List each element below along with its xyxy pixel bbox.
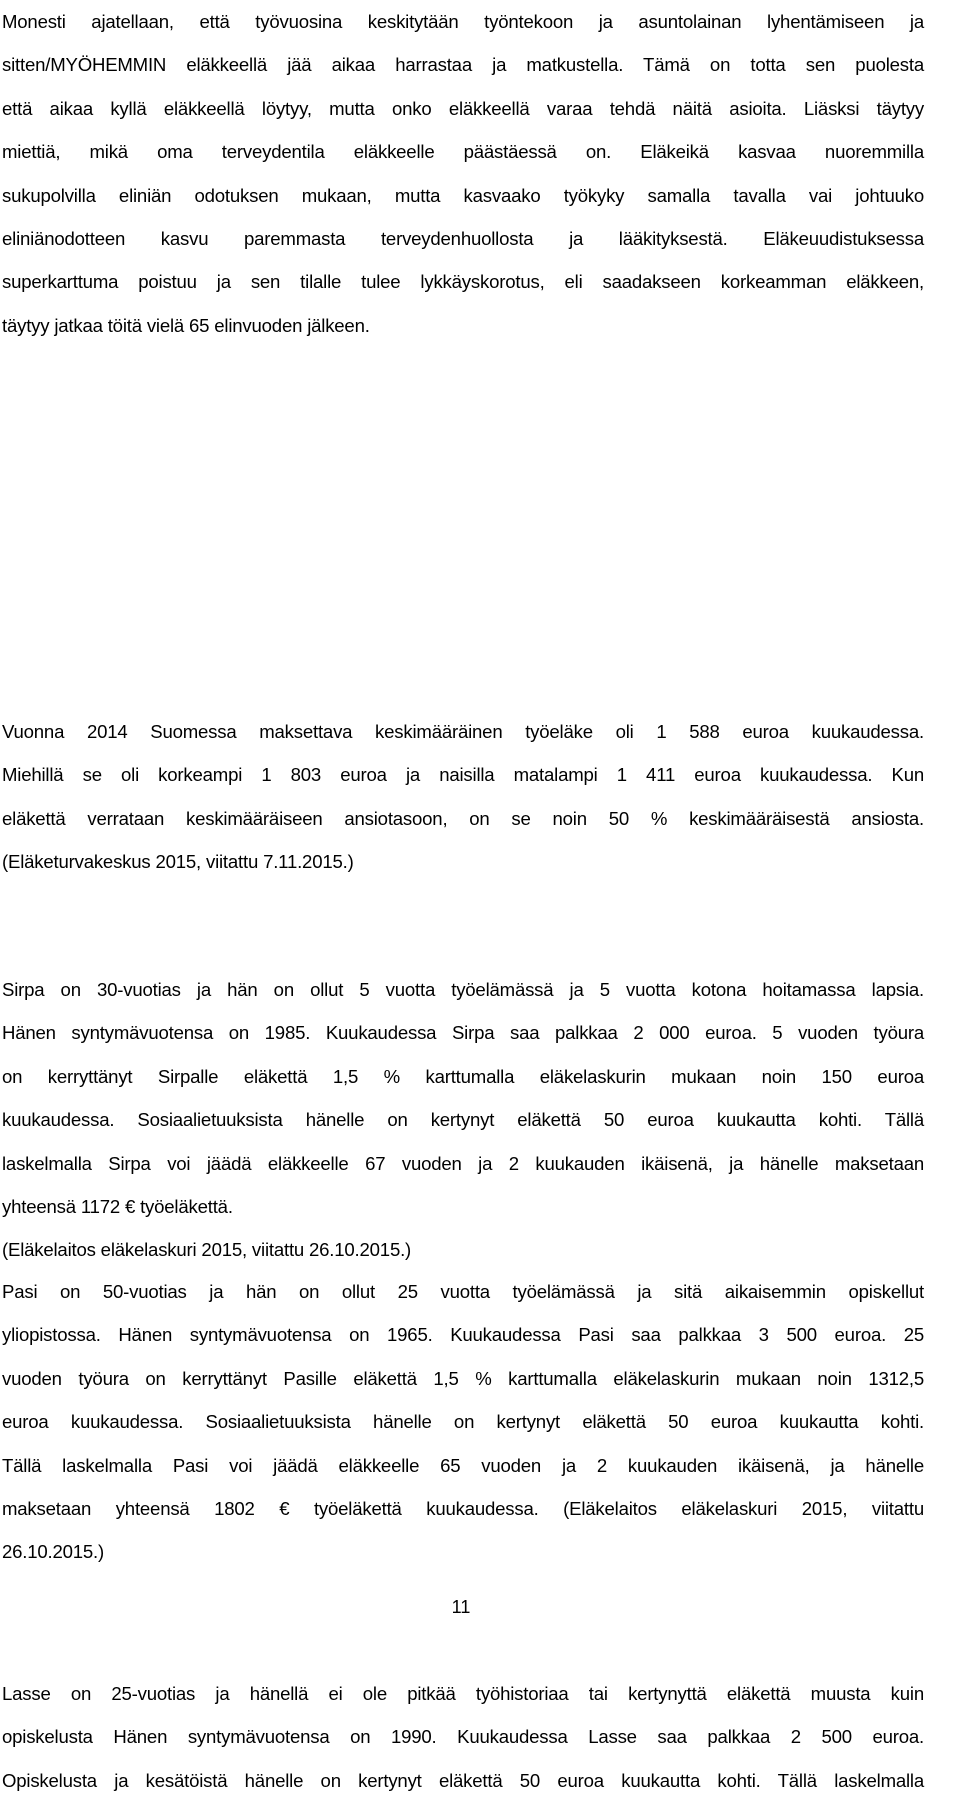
text-line: superkarttuma poistuu ja sen tilalle tulee lykkäyskorotus, eli saadakseen korkeamman eläkkeen,	[2, 271, 924, 293]
text-line: eliniänodotteen kasvu paremmasta terveydenhuollosta ja lääkityksestä. Eläkeuudistuksessa	[2, 227, 924, 249]
text-line: Lasse on 25-vuotias ja hänellä ei ole pitkää työhistoriaa tai kertynyttä eläkettä muusta kuin	[2, 1683, 924, 1704]
paragraph-retirement-intro	[2, 0, 924, 347]
text-line: (Eläketurvakeskus 2015, viitattu 7.11.2015.)	[2, 851, 354, 873]
text-line: yhteensä 1172 € työeläkettä.	[2, 1195, 233, 1217]
text-line: Pasi on 50-vuotias ja hän on ollut 25 vuotta työelämässä ja sitä aikaisemmin opiskellut	[2, 1281, 924, 1302]
text-line: eläkettä verrataan keskimääräiseen ansiotasoon, on se noin 50 % keskimääräisestä ansiosta.	[2, 807, 924, 829]
text-line: (Eläkelaitos eläkelaskuri 2015, viitattu 26.10.2015.)	[2, 1239, 412, 1261]
text-line: opiskelusta Hänen syntymävuotensa on 1990. Kuukaudessa Lasse saa palkkaa 2 500 euroa.	[2, 1726, 924, 1748]
page-number: 11	[451, 1597, 471, 1617]
text-line: täytyy jatkaa töitä vielä 65 elinvuoden jälkeen.	[2, 314, 370, 336]
text-line: 26.10.2015.)	[2, 1541, 105, 1563]
text-line: Opiskelusta ja kesätöistä hänelle on kertynyt eläkettä 50 euroa kuukautta kohti. Tällä laskelmalla	[2, 1769, 924, 1791]
text-line: Sirpa on 30-vuotias ja hän on ollut 5 vuotta työelämässä ja 5 vuotta kotona hoitamassa lapsia.	[2, 979, 924, 1000]
paragraph-average-pension	[2, 710, 924, 884]
paragraph-example-lasse	[2, 1672, 924, 1802]
text-line: Tällä laskelmalla Pasi voi jäädä eläkkeelle 65 vuoden ja 2 kuukauden ikäisenä, ja hänelle	[2, 1454, 924, 1476]
text-line: Monesti ajatellaan, että työvuosina keskitytään työntekoon ja asuntolainan lyhentämiseen ja	[2, 11, 924, 32]
text-line: on kerryttänyt Sirpalle eläkettä 1,5 % karttumalla eläkelaskurin mukaan noin 150 euroa	[2, 1065, 924, 1087]
text-line: Vuonna 2014 Suomessa maksettava keskimääräinen työeläke oli 1 588 euroa kuukaudessa.	[2, 721, 924, 742]
text-line: miettiä, mikä oma terveydentila eläkkeelle päästäessä on. Eläkeikä kasvaa nuoremmilla	[2, 141, 924, 163]
text-line: että aikaa kyllä eläkkeellä löytyy, mutta onko eläkkeellä varaa tehdä näitä asioita. Liäsksi täytyy	[2, 97, 924, 119]
text-line: euroa kuukaudessa. Sosiaalietuuksista hänelle on kertynyt eläkettä 50 euroa kuukautta kohti.	[2, 1411, 924, 1433]
text-line: maksetaan yhteensä 1802 € työeläkettä kuukaudessa. (Eläkelaitos eläkelaskuri 2015, viitattu	[2, 1497, 924, 1519]
text-line: Hänen syntymävuotensa on 1985. Kuukaudessa Sirpa saa palkkaa 2 000 euroa. 5 vuoden työura	[2, 1022, 924, 1044]
text-line: sukupolvilla eliniän odotuksen mukaan, mutta kasvaako työkyky samalla tavalla vai johtuuko	[2, 184, 924, 206]
text-line: vuoden työura on kerryttänyt Pasille eläkettä 1,5 % karttumalla eläkelaskurin mukaan noin 1312,5	[2, 1367, 924, 1389]
text-line: Miehillä se oli korkeampi 1 803 euroa ja naisilla matalampi 1 411 euroa kuukaudessa. Kun	[2, 764, 924, 786]
text-line: sitten/MYÖHEMMIN eläkkeellä jää aikaa harrastaa ja matkustella. Tämä on totta sen puolesta	[2, 54, 924, 76]
text-line: kuukaudessa. Sosiaalietuuksista hänelle on kertynyt eläkettä 50 euroa kuukautta kohti. Tällä	[2, 1109, 924, 1131]
text-line: laskelmalla Sirpa voi jäädä eläkkeelle 67 vuoden ja 2 kuukauden ikäisenä, ja hänelle maksetaan	[2, 1152, 924, 1174]
paragraph-example-pasi	[2, 1270, 924, 1574]
paragraph-example-sirpa	[2, 968, 924, 1272]
text-line: yliopistossa. Hänen syntymävuotensa on 1965. Kuukaudessa Pasi saa palkkaa 3 500 euroa. 25	[2, 1324, 924, 1346]
